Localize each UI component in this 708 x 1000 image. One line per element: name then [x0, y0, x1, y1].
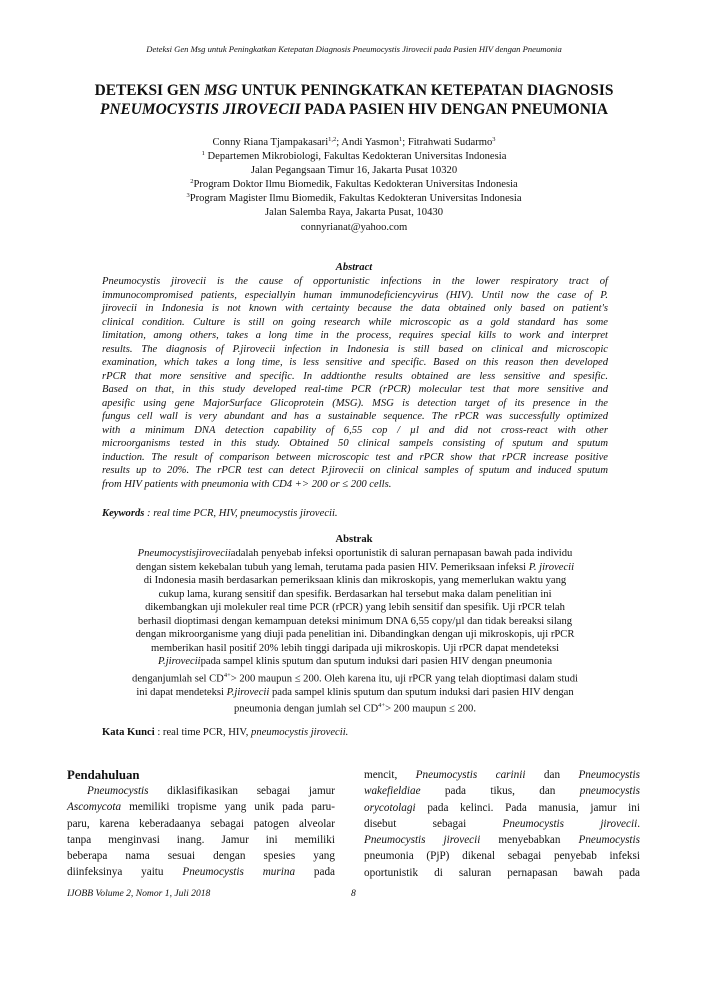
abstract-english — [102, 275, 608, 491]
abstract-line: results. The diagnosis of P.jirovecii infection in Indonesia is still based on clinical and microscopic — [102, 343, 608, 355]
abstract-heading: Abstract — [335, 262, 373, 273]
abstract-line: from HIV patients with pneumonia with CD4 +> 200 or ≤ 200 cells. — [102, 478, 392, 490]
keywords-english: Keywords : real time PCR, HIV, pneumocystis jirovecii. — [102, 508, 338, 519]
affiliation-1: $^1$ Departemen Mikrobiologi, Fakultas Kedokteran Universitas Indonesia — [201, 150, 507, 163]
author-email[interactable]: connyrianat@yahoo.com — [300, 221, 408, 233]
abstract-line: jirovecii in Indonesia is not known with certainty because the data obtained only based on patient's — [102, 303, 608, 314]
abstract-line: with a minimum DNA detection capability of 6,55 cop / µl and did not cross-react with other — [102, 424, 608, 436]
keywords-indonesian: Kata Kunci : real time PCR, HIV, pneumocystis jirovecii. — [102, 727, 349, 738]
abstract-line: microorganisms tested in this study. Obtained 50 clinical sampels consisting of sputum and sputum — [102, 438, 608, 449]
section-heading-pendahuluan: Pendahuluan — [67, 768, 140, 782]
affiliation-1-address: Jalan Pegangsaan Timur 16, Jakarta Pusat 10320 — [250, 165, 458, 177]
abstract-line: Pneumocystis jirovecii is the cause of opportunistic infections in the lower respiratory tract of — [102, 276, 608, 287]
affiliation-2: $^2$Program Doktor Ilmu Biomedik, Fakultas Kedokteran Universitas Indonesia — [190, 178, 518, 191]
abstract-indonesian: Pneumocystisjiroveciiadalah penyebab infeksi oportunistik di saluran pernapasan bawah pada individu dengan sistem kekebalan tubuh yang lemah, terutama pada pasien HIV. Pemeriksaan infeksi P. jirovecii di Indonesia masih berdasarkan pemeriksaan klinis dan mikroskopis, yang memerlukan waktu yang cukup lama, kurang sensitif dan spesifik. Berdasarkan hal tersebut maka dalam penelitian ini dikembangkan uji molekuler real time PCR (rPCR) yang lebih sensitif dan spesifik. Uji rPCR telah berhasil dioptimasi dengan kemampuan deteksi minimum DNA 6,55 copy/µl dan tidak bereaksi silang dengan mikroorganisme yang diuji pada penelitian ini. Dibandingkan dengan uji mikroskopis, uji rPCR memberikan hasil positif 20% lebih tinggi daripada uji mikroskopis. Uji rPCR dapat mendeteksi P.jiroveciipada sampel klinis sputum dan sputum induksi dari pasien HIV dengan pneumonia denganjumlah sel $CD^{4+}> 200$ maupun ≤ 200. Oleh karena itu, uji rPCR yang telah dioptimasi dalam studi ini dapat mendeteksi P.jirovecii pada sampel klinis sputum dan sputum induksi dari pasien HIV dengan pneumonia dengan jumlah sel $CD^{4+}> 200$ maupun ≤ 200. — [132, 548, 578, 715]
abstract-line: Based on that, in this study developed real-time PCR (rPCR) molecular test that more sensitive and — [102, 384, 608, 395]
intro-column-right: mencit, Pneumocystis carinii dan Pneumocystis wakefieldiae pada tikus, dan pneumocystis orycotolagi pada kelinci. Pada manusia, jamur ini disebut sebagai Pneumocystis jirovecii. Pneumocystis jirovecii menyebabkan Pneumocystis pneumonia (PjP) dikenal sebagai penyebab infeksi oportunistik di saluran pernapasan bawah pada — [364, 769, 640, 879]
abstract-line: induction. The result of comparison between microscopic test and rPCR show that rPCR increase positive — [102, 451, 608, 463]
intro-column-left: Pneumocystis diklasifikasikan sebagai jamur Ascomycota memiliki tropisme yang unik pada paru- paru, karena keberadaanya sebagai patogen alveolar tanpa menginvasi inang. Jamur ini memiliki beberapa nama sesuai dengan spesies yang diinfeksinya yaitu Pneumocystis murina pada — [67, 785, 336, 879]
abstract-line: clinical condition. Culture is still on going research while microscopic as a gold standard has some — [102, 316, 608, 328]
abstrak-heading: Abstrak — [335, 534, 373, 545]
author-names: Conny Riana Tjampakasari$^{1,2}$; Andi Yasmon$^1$; Fitrahwati Sudarmo$^3$ — [212, 136, 496, 148]
abstract-line: limitation, among others, takes a long time in the process, requires special kills to work and interpret — [102, 330, 608, 341]
author-block — [100, 136, 608, 235]
affiliation-3: $^3$Program Magister Ilmu Biomedik, Fakultas Kedokteran Universitas Indonesia — [186, 192, 522, 205]
footer-page-number: 8 — [351, 888, 356, 899]
footer-journal: IJOBB Volume 2, Nomor 1, Juli 2018 — [67, 888, 211, 899]
affiliation-3-address: Jalan Salemba Raya, Jakarta Pusat, 10430 — [265, 207, 443, 219]
abstract-line: fungus cell wall is very abundant and has a sustainable sequence. The rPCR was successfully optimized — [102, 411, 608, 422]
abstract-line: apesific using gene MajorSurface Glicoprotein (MSG). MSG is detection target of its presence in the — [102, 397, 608, 409]
running-header: Deteksi Gen Msg untuk Peningkatkan Ketepatan Diagnosis Pneumocystis Jirovecii pada Pasien HIV dengan Pneumonia — [146, 44, 562, 54]
abstract-line: immunocompromised patients, especiallyin human immunodeficiencyvirus (HIV). Until now the case of P. — [102, 289, 608, 301]
abstract-line: rPCR that more sensitive and specific. In addtionthe results obtained are less sensitive and spesific. — [102, 370, 608, 382]
abstract-line: results up to 20%. The rPCR test can detect P.jirovecii on clinical samples of sputum and induced sputum — [102, 465, 608, 476]
article-title: DETEKSI GEN MSG UNTUK PENINGKATKAN KETEPATAN DIAGNOSIS PNEUMOCYSTIS JIROVECII PADA PASIEN HIV DENGAN PNEUMONIA — [94, 82, 614, 118]
abstract-line: examination, which takes a long time, is less sensitive and specific. Based on this reason then developed — [102, 357, 608, 368]
